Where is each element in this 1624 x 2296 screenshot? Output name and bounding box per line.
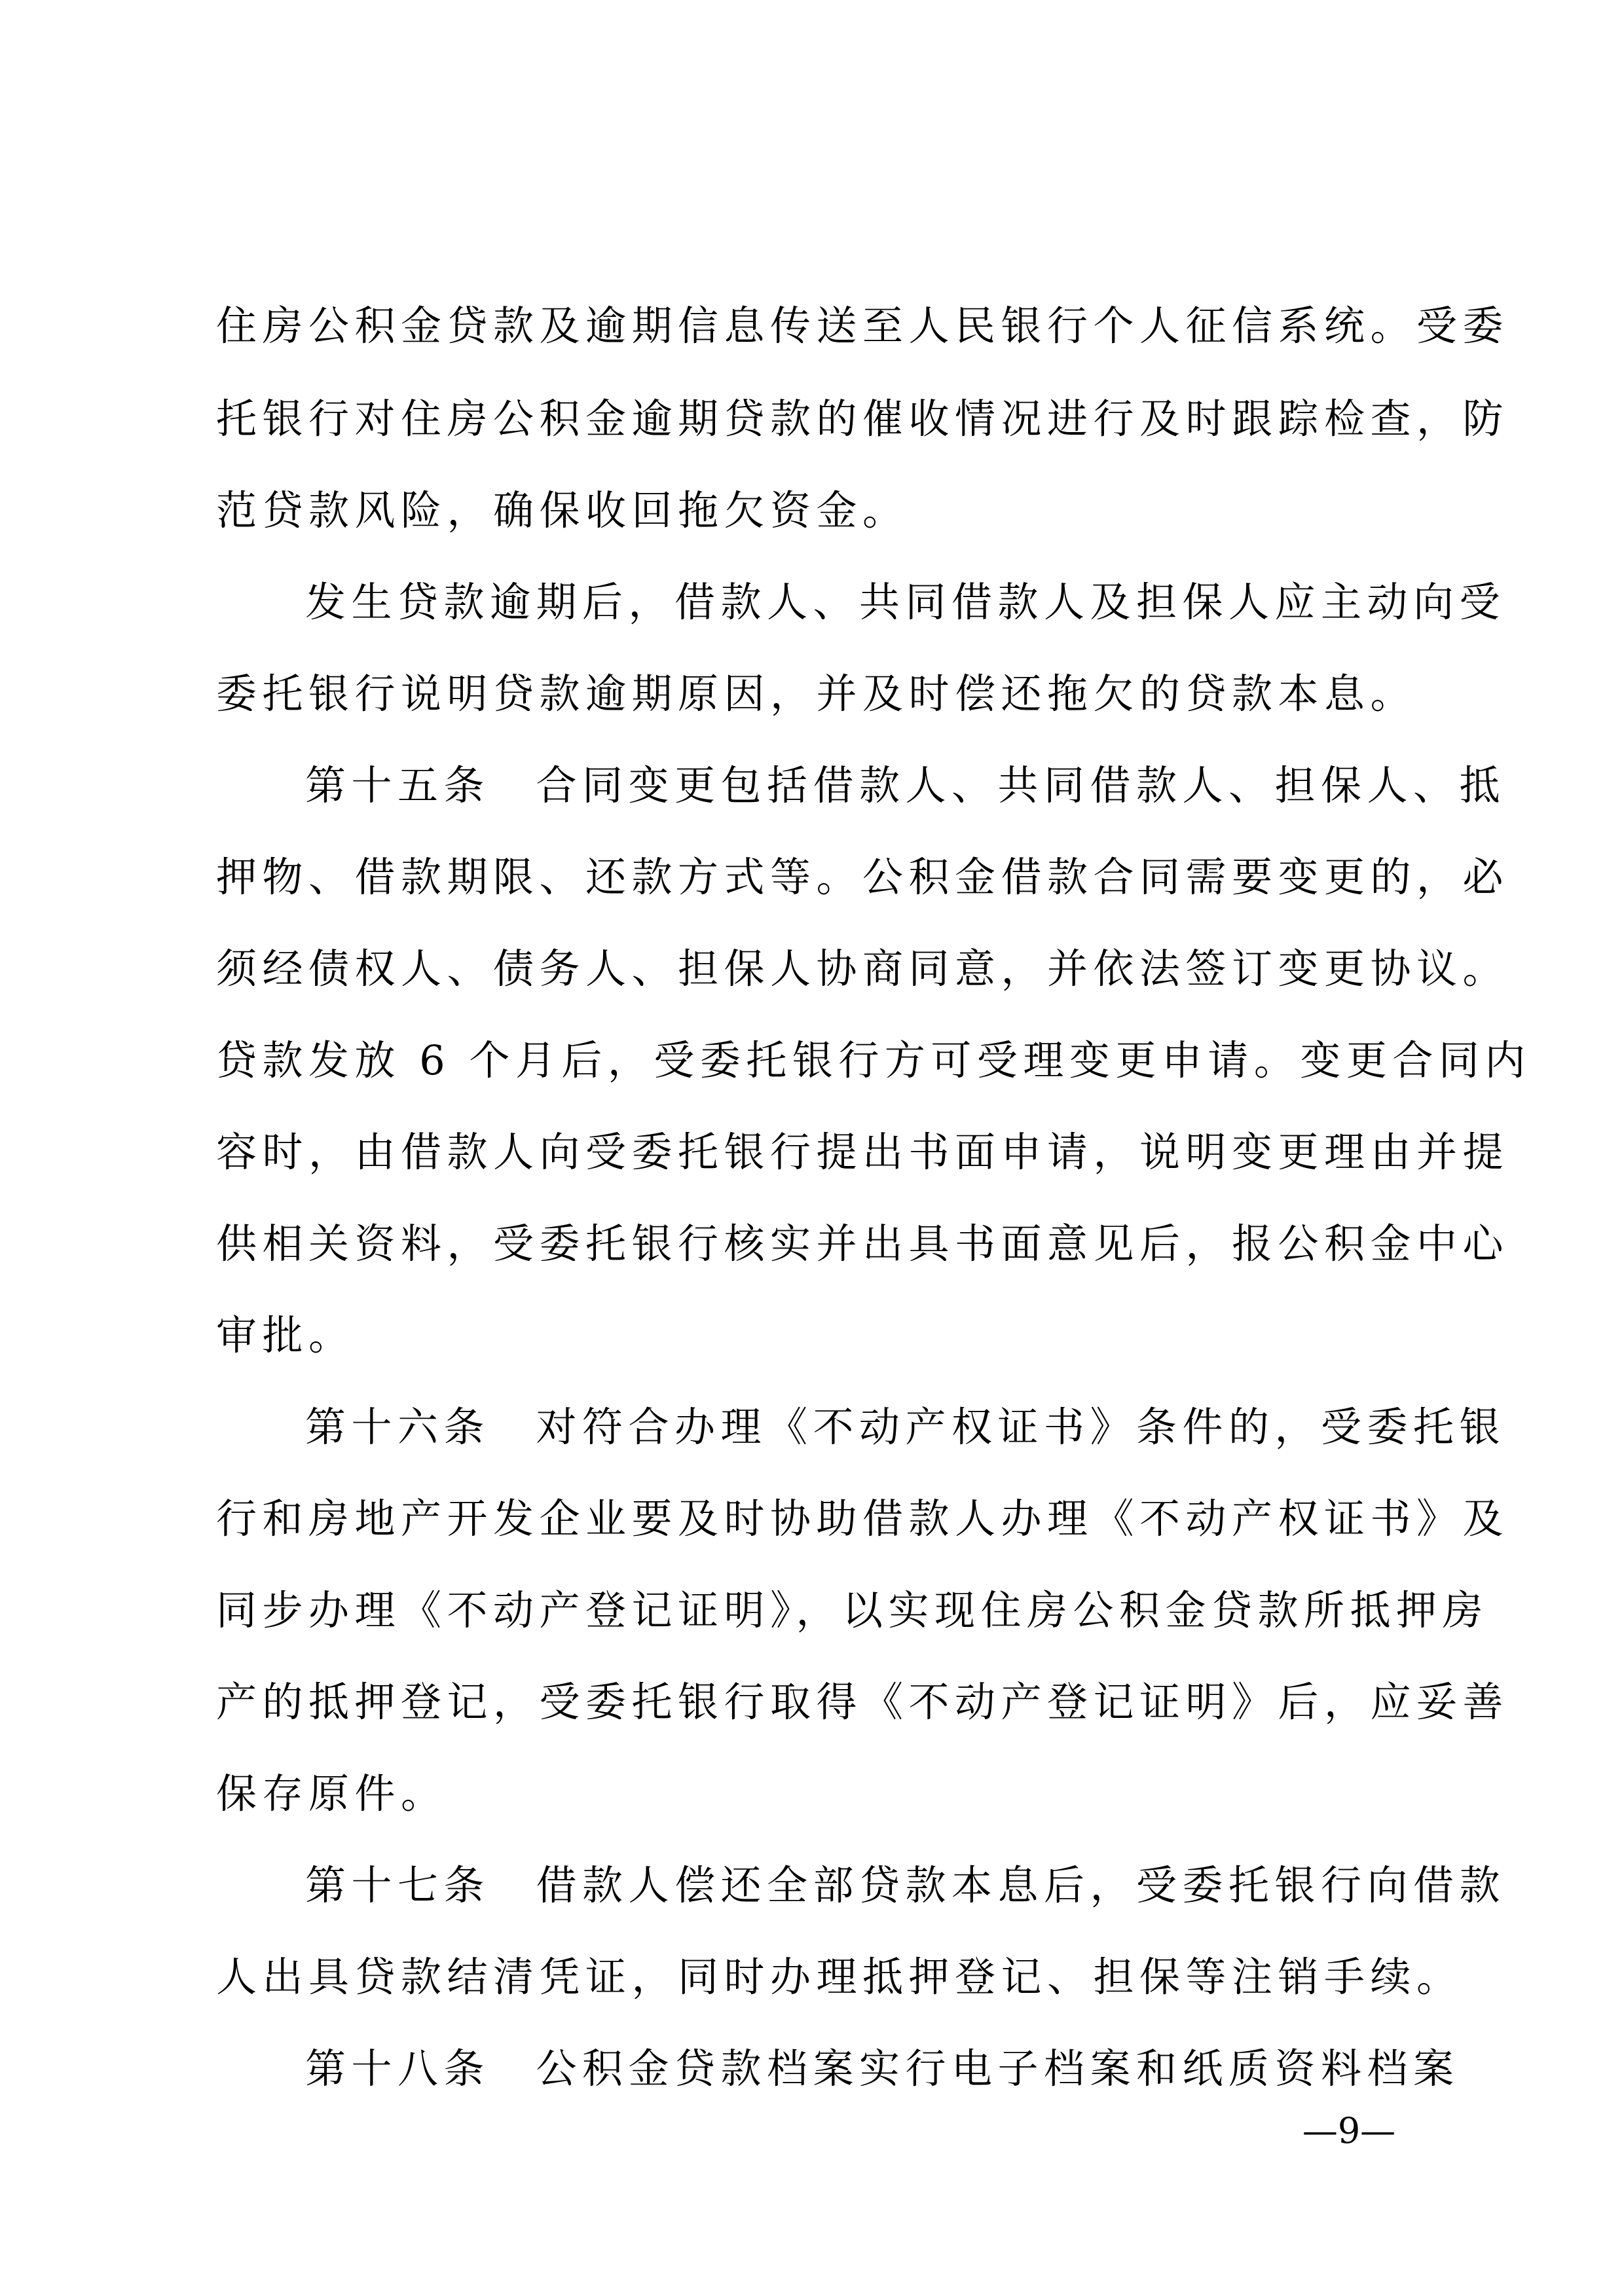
text-line: 供相关资料，受委托银行核实并出具书面意见后，报公积金中心 <box>216 1220 1509 1267</box>
text-line: 托银行对住房公积金逾期贷款的催收情况进行及时跟踪检查，防 <box>216 395 1509 443</box>
article-16-heading-line: 第十六条 对符合办理《不动产权证书》条件的，受委托银 <box>305 1403 1506 1451</box>
text-line: 同步办理《不动产登记证明》，以实现住房公积金贷款所抵押房 <box>216 1586 1489 1634</box>
text-line: 须经债权人、债务人、担保人协商同意，并依法签订变更协议。 <box>216 945 1509 993</box>
text-line: 委托银行说明贷款逾期原因，并及时偿还拖欠的贷款本息。 <box>216 670 1417 718</box>
article-17-heading-line: 第十七条 借款人偿还全部贷款本息后，受委托银行向借款 <box>305 1861 1506 1909</box>
article-18-heading-line: 第十八条 公积金贷款档案实行电子档案和纸质资料档案 <box>305 2045 1460 2092</box>
text-line: 贷款发放 6 个月后，受委托银行方可受理变更申请。变更合同内 <box>216 1036 1531 1084</box>
page-number: —9— <box>1302 2110 1396 2151</box>
text-line: 范贷款风险，确保收回拖欠资金。 <box>216 486 909 534</box>
article-15-heading-line: 第十五条 合同变更包括借款人、共同借款人、担保人、抵 <box>305 761 1506 809</box>
text-line: 审批。 <box>216 1311 355 1359</box>
text-line: 保存原件。 <box>216 1770 447 1817</box>
text-line: 押物、借款期限、还款方式等。公积金借款合同需要变更的，必 <box>216 853 1509 901</box>
text-line: 行和房地产开发企业要及时协助借款人办理《不动产权证书》及 <box>216 1495 1509 1542</box>
text-line: 住房公积金贷款及逾期信息传送至人民银行个人征信系统。受委 <box>216 302 1509 350</box>
text-line: 产的抵押登记，受委托银行取得《不动产登记证明》后，应妥善 <box>216 1678 1509 1726</box>
text-line: 容时，由借款人向受委托银行提出书面申请，说明变更理由并提 <box>216 1128 1509 1176</box>
text-line: 发生贷款逾期后，借款人、共同借款人及担保人应主动向受 <box>305 578 1506 626</box>
text-line: 人出具贷款结清凭证，同时办理抵押登记、担保等注销手续。 <box>216 1953 1463 2001</box>
